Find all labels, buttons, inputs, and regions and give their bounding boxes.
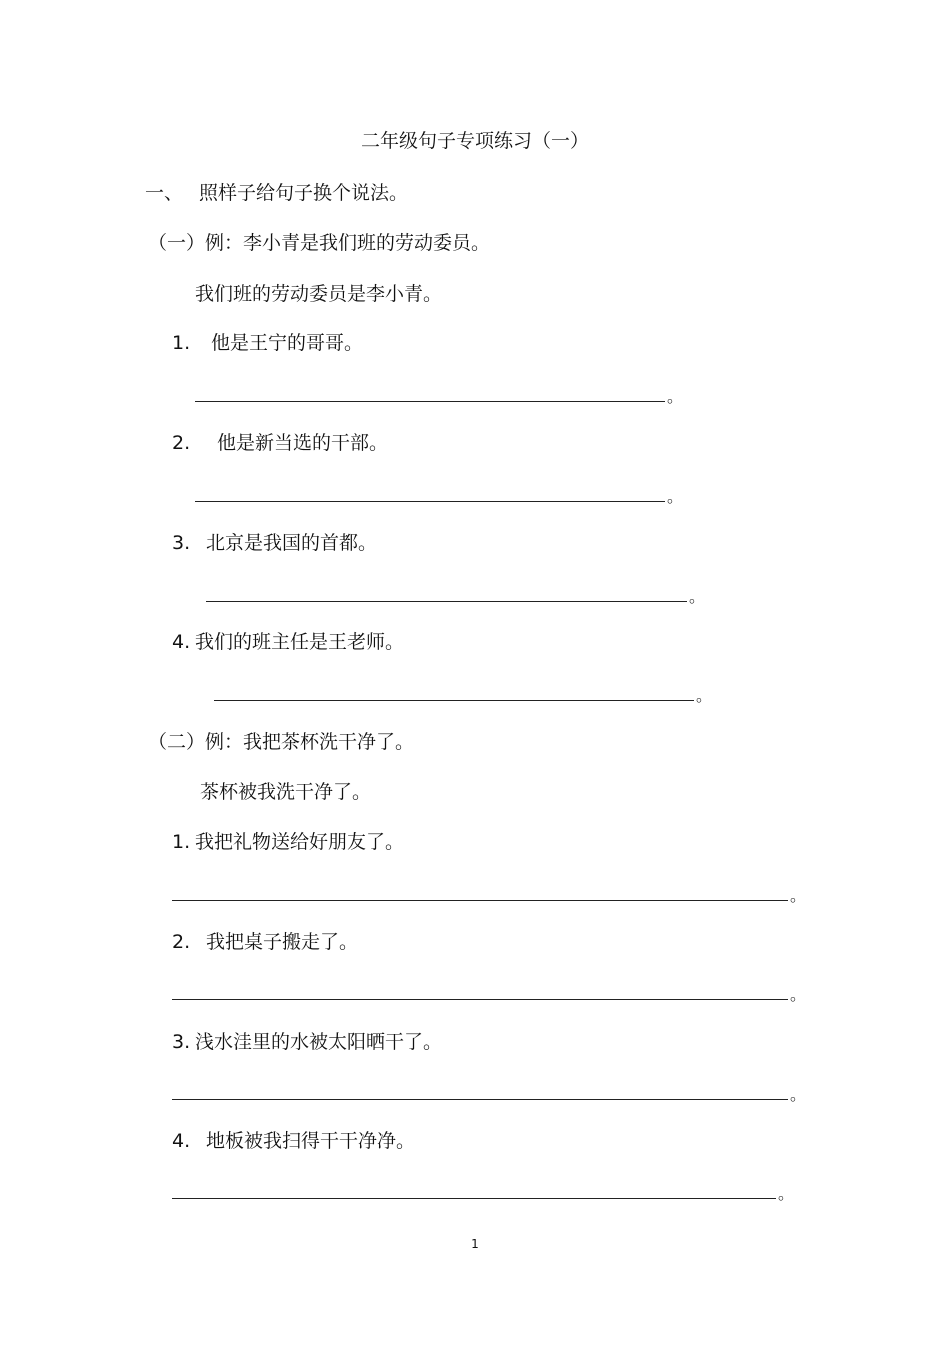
part1-item-1-text: 他是王宁的哥哥。 [211,332,364,354]
part1-example: （一）例：李小青是我们班的劳动委员。 [148,232,491,254]
page-title: 二年级句子专项练习（一） [360,130,589,152]
part2-item-2-text: 我把桌子搬走了。 [206,931,359,953]
answer-period: 。 [696,686,713,705]
part2-item-4-text: 地板被我扫得干干净净。 [206,1130,416,1152]
part1-item-2-number: 2. [172,432,191,454]
page-number: 1 [471,1237,479,1251]
answer-line[interactable] [195,401,665,402]
part2-item-4-number: 4. [172,1130,191,1152]
answer-line[interactable] [172,1198,776,1199]
answer-period: 。 [667,387,684,406]
part2-example-answer: 茶杯被我洗干净了。 [200,781,372,803]
answer-line[interactable] [195,501,665,502]
answer-period: 。 [667,487,684,506]
answer-period: 。 [778,1184,795,1203]
part2-item-2-number: 2. [172,931,191,953]
answer-line[interactable] [214,700,694,701]
part2-item-3-number: 3. [172,1031,191,1053]
answer-period: 。 [790,985,807,1004]
part1-item-2-text: 他是新当选的干部。 [217,432,389,454]
answer-period: 。 [790,886,807,905]
part1-item-4-number: 4. [172,631,191,653]
answer-line[interactable] [206,601,687,602]
part2-example: （二）例：我把茶杯洗干净了。 [148,731,415,753]
part2-item-3-text: 浅水洼里的水被太阳晒干了。 [195,1031,443,1053]
part1-example-answer: 我们班的劳动委员是李小青。 [195,283,443,305]
part1-item-4-text: 我们的班主任是王老师。 [195,631,405,653]
part1-item-3-number: 3. [172,532,191,554]
answer-period: 。 [790,1085,807,1104]
answer-period: 。 [689,587,706,606]
answer-line[interactable] [172,900,788,901]
part2-item-1-text: 我把礼物送给好朋友了。 [195,831,405,853]
part1-item-1-number: 1. [172,332,191,354]
section-heading: 照样子给句子换个说法。 [199,182,409,204]
section-number: 一、 [145,182,184,204]
answer-line[interactable] [172,1099,788,1100]
answer-line[interactable] [172,999,788,1000]
part1-item-3-text: 北京是我国的首都。 [206,532,378,554]
part2-item-1-number: 1. [172,831,191,853]
